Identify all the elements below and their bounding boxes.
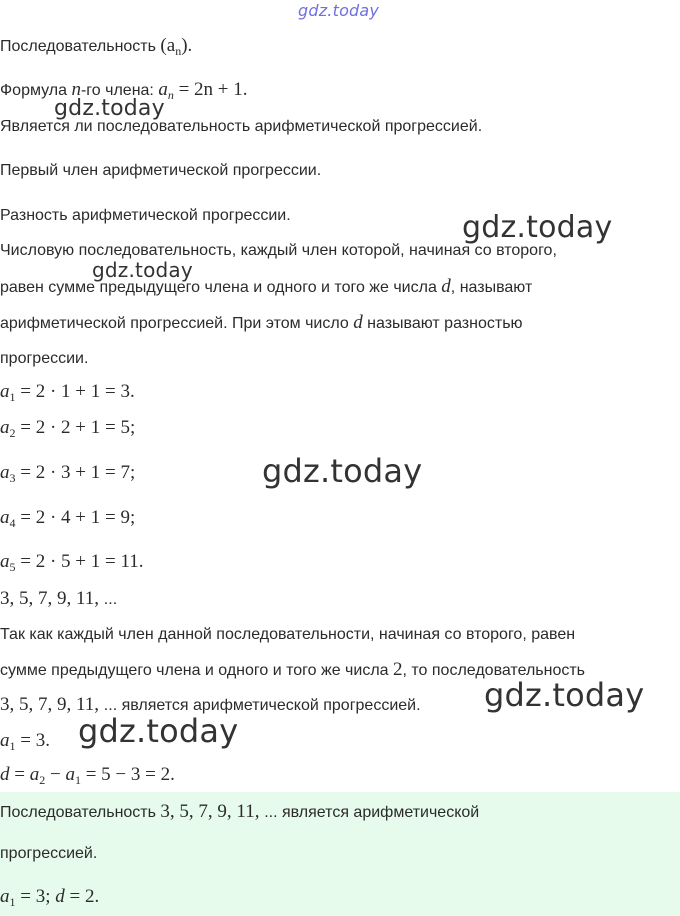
reasoning-text: сумме предыдущего члена и одного и того же числа — [0, 662, 393, 679]
formula-a: a — [158, 79, 168, 100]
sequence-dots: ... — [103, 591, 118, 608]
calc-a4: $a_4 = 2 \cdot 4 + 1 = 9$; — [0, 507, 136, 530]
result-a1: $a_1 = 3$. — [0, 730, 50, 753]
reasoning-line-1: Так как каждый член данной последовательности, начиная со второго, равен — [0, 626, 576, 643]
reasoning-text: ... является арифметической прогрессией. — [103, 697, 421, 714]
watermark-top: gdz.today — [298, 1, 380, 20]
reasoning-line-2 — [0, 660, 585, 681]
question-3: Разность арифметической прогрессии. — [0, 207, 291, 224]
answer-text: ... является арифметической — [264, 804, 480, 821]
formula-mid: -го члена: — [80, 82, 159, 99]
formula-line — [0, 80, 248, 105]
answer-numbers: 3, 5, 7, 9, 11, — [160, 801, 265, 822]
calc-a3: $a_3 = 2 \cdot 3 + 1 = 7$; — [0, 462, 136, 485]
sequence-values — [0, 589, 117, 610]
definition-d: d — [353, 312, 363, 333]
question-1: Является ли последовательность арифметической прогрессией. — [0, 118, 483, 135]
watermark: gdz.today — [462, 210, 613, 245]
result-d: $d = a_2 - a_1 = 5 - 3 = 2$. — [0, 764, 175, 787]
formula-rhs: = 2n + 1. — [173, 79, 248, 100]
formula-n: n — [71, 79, 81, 100]
formula-sub: n — [167, 88, 174, 102]
sequence-numbers: 3, 5, 7, 9, 11, — [0, 588, 104, 609]
sequence-heading — [0, 36, 192, 61]
definition-line-2 — [0, 277, 532, 298]
sequence-symbol: $(a_n)$. — [160, 35, 193, 58]
watermark: gdz.today — [262, 452, 423, 490]
calc-a5: $a_5 = 2 \cdot 5 + 1 = 11$. — [0, 551, 144, 574]
watermark: gdz.today — [484, 676, 645, 714]
definition-line-3 — [0, 313, 523, 334]
reasoning-number: 2 — [393, 659, 403, 680]
reasoning-line-3 — [0, 695, 421, 716]
watermark: gdz.today — [92, 258, 193, 282]
sequence-label: Последовательность — [0, 38, 161, 55]
answer-line-1 — [0, 802, 479, 823]
watermark: gdz.today — [78, 712, 239, 750]
definition-line-4: прогрессии. — [0, 350, 89, 367]
definition-line-1: Числовую последовательность, каждый член которой, начиная со второго, — [0, 242, 557, 259]
watermark: gdz.today — [54, 96, 165, 121]
definition-d: d — [441, 276, 451, 297]
answer-text: Последовательность — [0, 804, 161, 821]
calc-a2: $a_2 = 2 \cdot 2 + 1 = 5$; — [0, 417, 136, 440]
reasoning-numbers: 3, 5, 7, 9, 11, — [0, 694, 104, 715]
formula-label: Формула — [0, 82, 72, 99]
definition-text: арифметической прогрессией. При этом число — [0, 315, 354, 332]
calc-a1: $a_1 = 2 \cdot 1 + 1 = 3$. — [0, 381, 135, 404]
answer-box — [0, 792, 680, 916]
answer-line-2: прогрессией. — [0, 845, 98, 862]
reasoning-text: , то последовательность — [402, 662, 586, 679]
answer-line-3: $a_1 = 3$; d = 2. — [0, 886, 100, 909]
definition-text: равен сумме предыдущего члена и одного и того же числа — [0, 279, 442, 296]
question-2: Первый член арифметической прогрессии. — [0, 162, 322, 179]
definition-text: называют разностью — [362, 315, 523, 332]
definition-text: , называют — [450, 279, 533, 296]
